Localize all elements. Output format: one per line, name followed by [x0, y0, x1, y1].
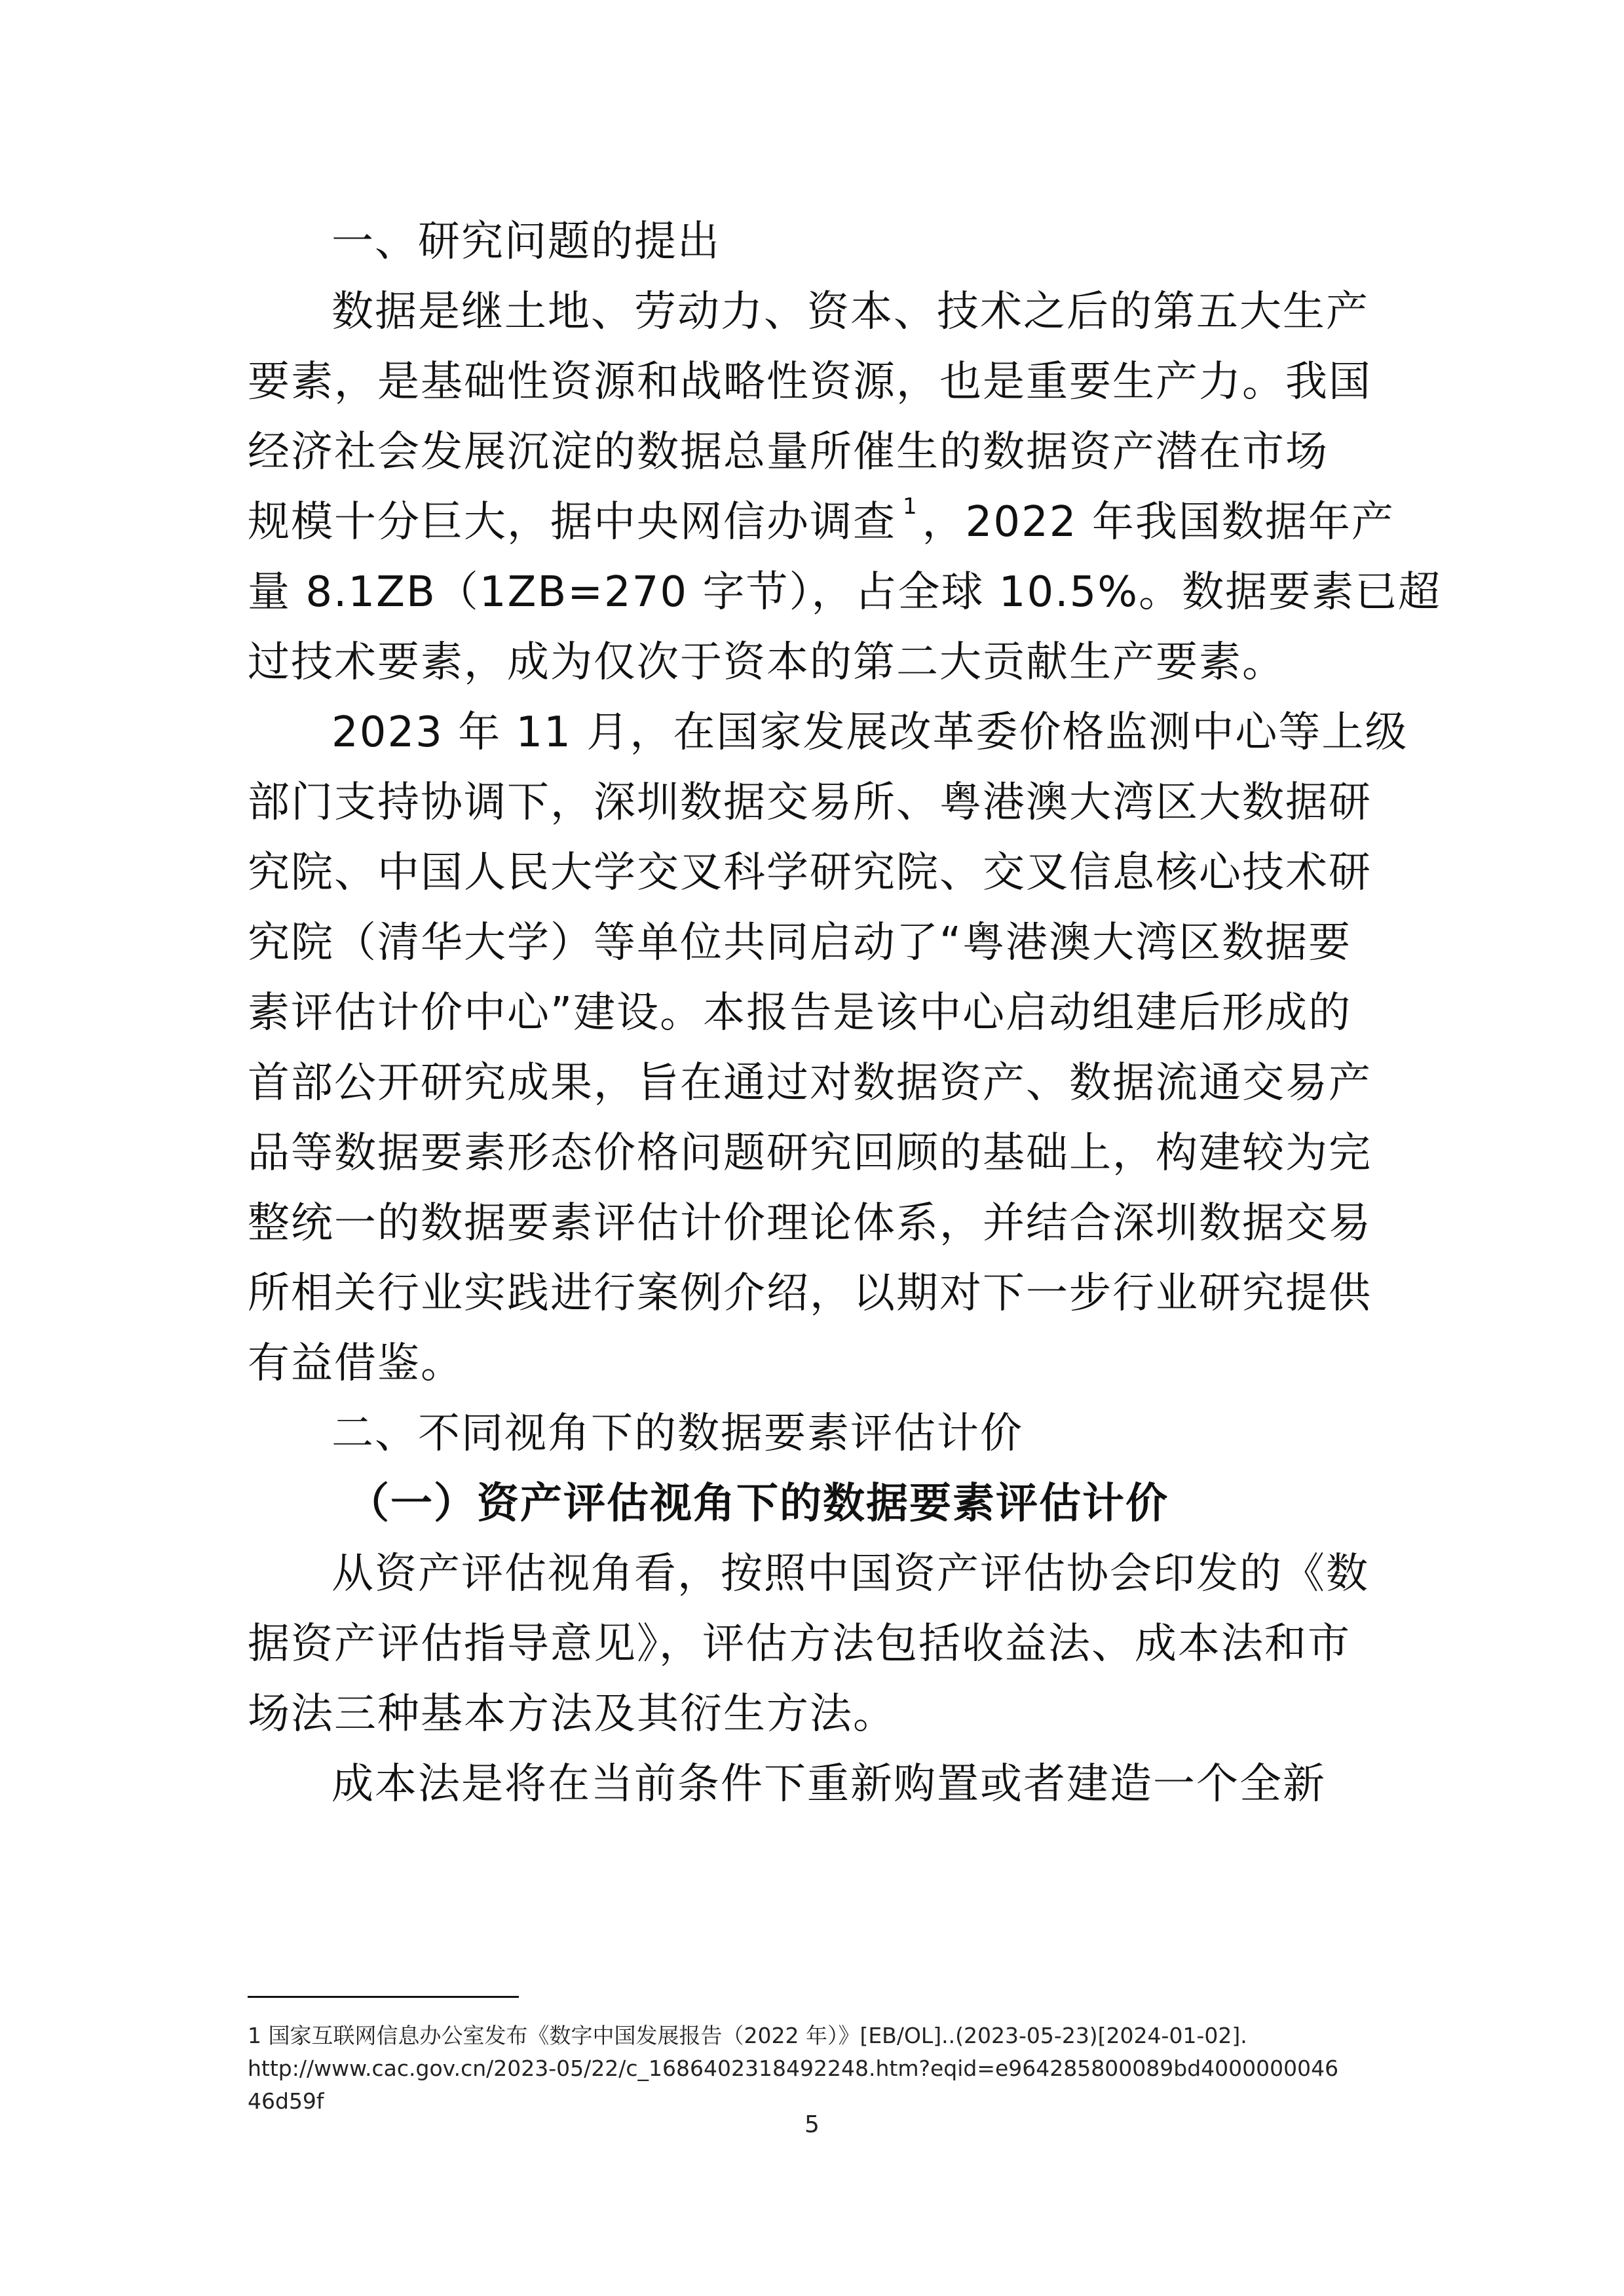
paragraph-line: 2023 年 11 月，在国家发展改革委价格监测中心等上级 [331, 708, 1408, 757]
paragraph-line: 整统一的数据要素评估计价理论体系，并结合深圳数据交易 [248, 1199, 1372, 1248]
main-text [248, 207, 1442, 1820]
page-number: 5 [804, 2111, 820, 2138]
footnote-link-continued[interactable]: 46d59f [248, 2088, 324, 2114]
paragraph-line: 品等数据要素形态价格问题研究回顾的基础上，构建较为完 [248, 1129, 1372, 1177]
paragraph-line: 有益借鉴。 [248, 1339, 464, 1388]
paragraph-line: 从资产评估视角看，按照中国资产评估协会印发的《数 [331, 1550, 1369, 1598]
paragraph-line: 数据是继土地、劳动力、资本、技术之后的第五大生产 [331, 288, 1369, 336]
footnote-divider [248, 1996, 519, 1998]
section-heading-1: 一、研究问题的提出 [331, 218, 721, 266]
paragraph-line: 首部公开研究成果，旨在通过对数据资产、数据流通交易产 [248, 1059, 1372, 1107]
paragraph-line: 量 8.1ZB（1ZB=270 字节），占全球 10.5%。数据要素已超 [248, 568, 1442, 617]
footnote-link[interactable]: http://www.cac.gov.cn/2023-05/22/c_1686402318492248.htm?eqid=e964285800089bd4000000046 [248, 2056, 1339, 2081]
paragraph-line: 要素，是基础性资源和战略性资源，也是重要生产力。我国 [248, 358, 1372, 406]
section-heading-2: 二、不同视角下的数据要素评估计价 [331, 1409, 1023, 1458]
paragraph-text: ，2022 年我国数据年产 [922, 498, 1395, 546]
paragraph-line: 成本法是将在当前条件下重新购置或者建造一个全新 [331, 1760, 1326, 1808]
paragraph-text: 规模十分巨大，据中央网信办调查 [248, 498, 896, 546]
paragraph-line: 部门支持协调下，深圳数据交易所、粤港澳大湾区大数据研 [248, 778, 1372, 827]
paragraph-line: 场法三种基本方法及其衍生方法。 [248, 1690, 896, 1738]
paragraph-line: 所相关行业实践进行案例介绍，以期对下一步行业研究提供 [248, 1269, 1372, 1318]
paragraph-line: 素评估计价中心”建设。本报告是该中心启动组建后形成的 [248, 989, 1352, 1037]
footnote-reference[interactable]: 1 [903, 493, 918, 520]
paragraph-line: 过技术要素，成为仅次于资本的第二大贡献生产要素。 [248, 638, 1285, 687]
subsection-heading: （一）资产评估视角下的数据要素评估计价 [347, 1480, 1169, 1528]
paragraph-line: 究院（清华大学）等单位共同启动了“粤港澳大湾区数据要 [248, 919, 1352, 967]
paragraph-line: 究院、中国人民大学交叉科学研究院、交叉信息核心技术研 [248, 849, 1372, 897]
paragraph-line [248, 488, 1395, 558]
paragraph-line: 据资产评估指导意见》，评估方法包括收益法、成本法和市 [248, 1620, 1351, 1668]
footnote-text: 1 国家互联网信息办公室发布《数字中国发展报告（2022 年）》[EB/OL]..(2023-05-23)[2024-01-02]. [248, 2023, 1247, 2048]
paragraph-line: 经济社会发展沉淀的数据总量所催生的数据资产潜在市场 [248, 428, 1329, 476]
footnote [248, 2019, 1381, 2118]
